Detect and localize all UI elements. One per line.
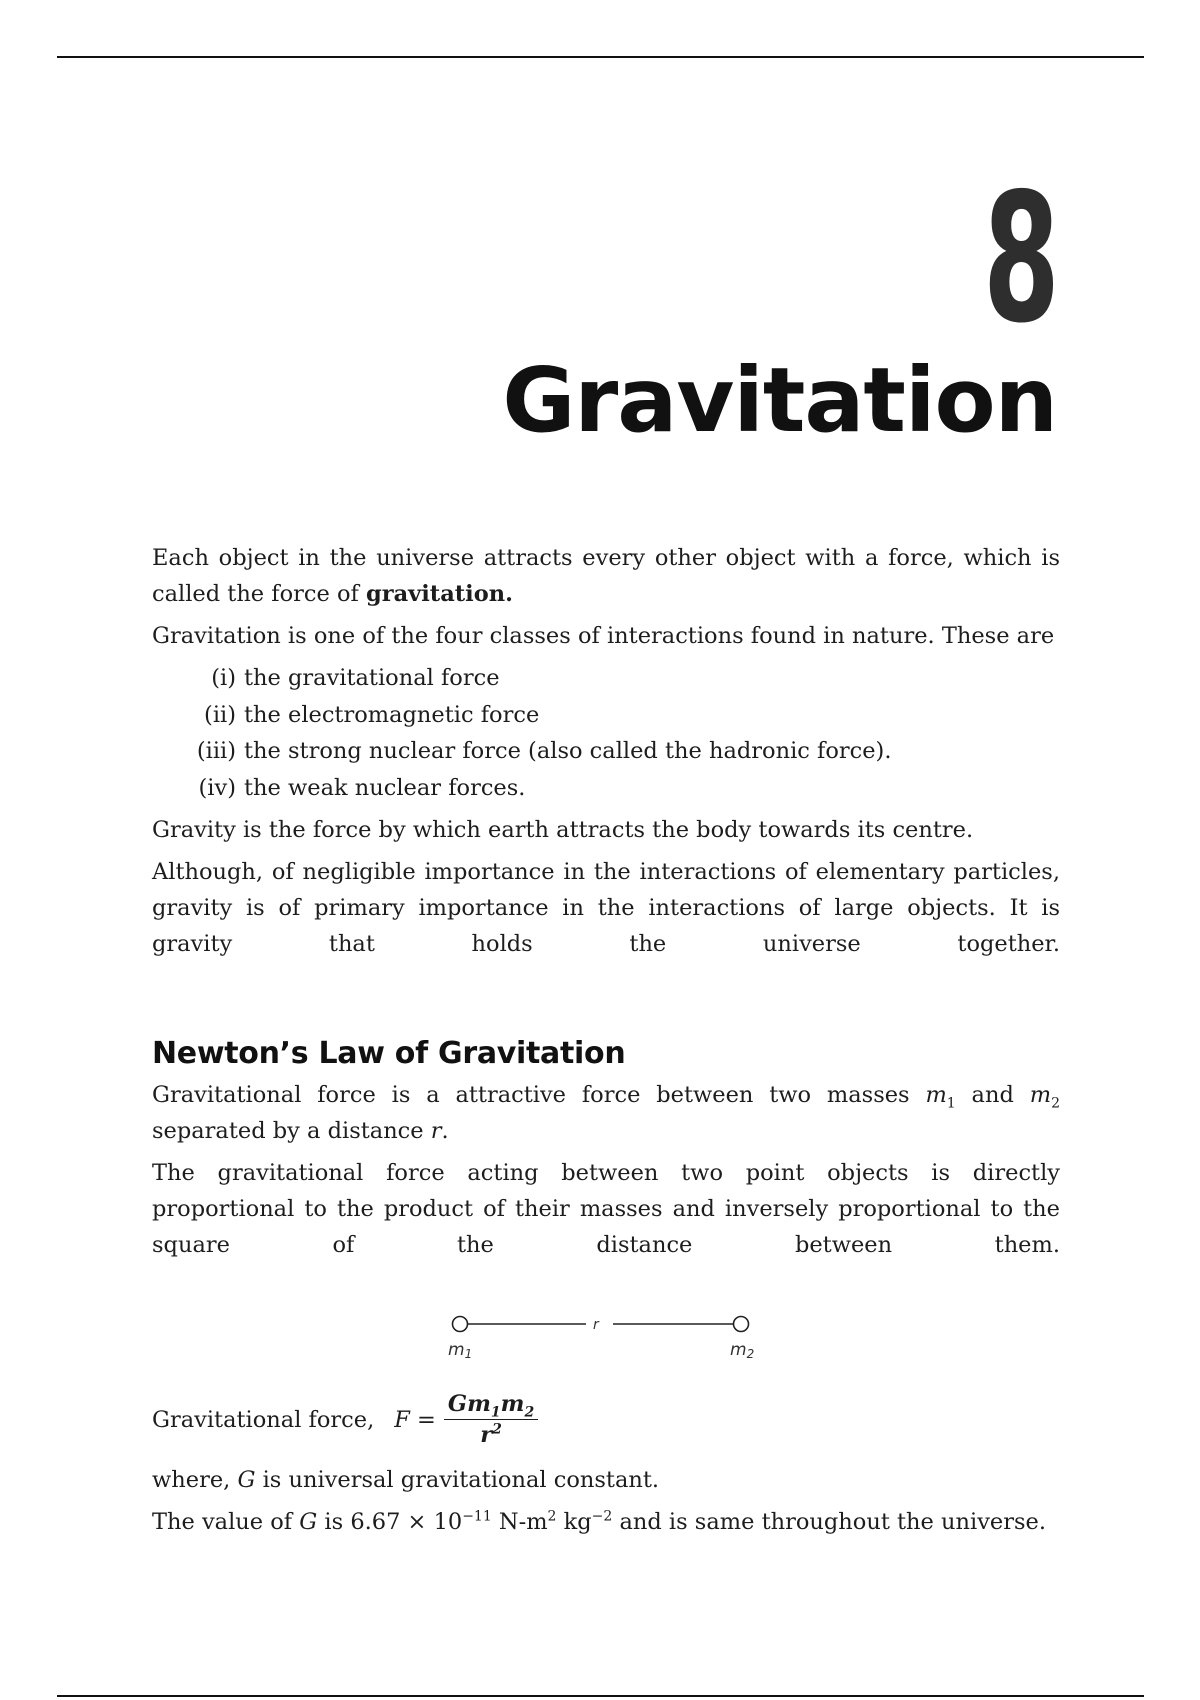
list-item-number: (ii) [204, 701, 236, 728]
list-item-number: (i) [211, 665, 236, 691]
formula-numerator [444, 1391, 538, 1420]
list-item [152, 697, 1060, 734]
num-sub-2: 2 [524, 1404, 535, 1421]
page-content [152, 540, 1060, 1546]
num-m: m [500, 1391, 525, 1417]
chapter-title: Gravitation [502, 348, 1057, 452]
p1-post: separated by a distance [152, 1118, 431, 1144]
where-statement [152, 1462, 1060, 1498]
value-g: G [299, 1509, 318, 1535]
gravitational-force-formula [152, 1391, 1060, 1448]
where-pre: where, [152, 1467, 238, 1493]
intro-paragraph-2: Gravitation is one of the four classes of interactions found in nature. These are [152, 623, 1055, 649]
r-symbol: r [430, 1118, 442, 1144]
intro-paragraph-1 [152, 540, 1060, 612]
section-paragraph-1 [152, 1077, 1060, 1149]
where-g: G [237, 1467, 256, 1493]
value-unit-1: N-m [491, 1509, 548, 1535]
value-pre: The value of [152, 1509, 300, 1535]
mass-2-point [734, 1317, 749, 1332]
list-item-number: (iv) [198, 774, 236, 801]
m2-subscript: 2 [1051, 1095, 1060, 1112]
num-sub-1: 1 [490, 1404, 501, 1421]
chapter-number: 8 [983, 155, 1060, 362]
two-mass-diagram [152, 1311, 1060, 1369]
value-exponent: −11 [462, 1508, 492, 1525]
value-unit-2-sup: −2 [591, 1508, 613, 1525]
list-item [152, 660, 1060, 697]
p1-pre: Gravitational force is a attractive force between two masses [152, 1082, 926, 1108]
value-unit-2: kg [556, 1509, 592, 1535]
value-unit-1-sup: 2 [547, 1508, 557, 1525]
formula-label: Gravitational force, [152, 1406, 375, 1433]
top-rule [57, 56, 1144, 58]
list-item [152, 770, 1060, 807]
m1-symbol: m [925, 1082, 947, 1108]
list-item-text: the weak nuclear forces. [244, 774, 526, 801]
num-g: Gm [447, 1391, 491, 1417]
m2-symbol: m [1029, 1082, 1052, 1108]
where-post: is universal gravitational constant. [255, 1467, 660, 1493]
distance-label: r [593, 1317, 599, 1333]
mass-1-label: m1 [448, 1340, 473, 1361]
den-r: r [480, 1422, 493, 1448]
intro-paragraph-4: Although, of negligible importance in the interactions of elementary particles, gravity is of primary importance in the interactions of large objects. It is gravity that holds the universe together. [152, 859, 1060, 957]
list-item-text: the strong nuclear force (also called the hadronic force). [244, 738, 892, 764]
intro-paragraph-3: Gravity is the force by which earth attracts the body towards its centre. [152, 817, 974, 843]
g-value-statement [152, 1504, 1060, 1540]
formula-denominator [480, 1420, 502, 1448]
m1-subscript: 1 [946, 1095, 956, 1112]
formula-fraction [444, 1391, 538, 1448]
mass-2-label: m2 [730, 1340, 755, 1361]
list-item-text: the electromagnetic force [244, 701, 540, 728]
p1-and: and [955, 1082, 1030, 1108]
den-sup: 2 [492, 1421, 502, 1438]
list-item-text: the gravitational force [244, 665, 500, 691]
p1-end: . [441, 1118, 449, 1144]
mass-1-point [453, 1317, 468, 1332]
section-paragraph-2: The gravitational force acting between two point objects is directly proportional to the product of their masses and inversely proportional to the square of the distance between them. [152, 1160, 1060, 1258]
section-heading: Newton’s Law of Gravitation [152, 1036, 626, 1071]
value-is: is 6.67 × 10 [317, 1509, 463, 1535]
interaction-list [152, 660, 1060, 806]
intro-p1-text: Each object in the universe attracts every other object with a force, which is called the force of [152, 545, 1060, 607]
bottom-rule [57, 1695, 1144, 1697]
value-post: and is same throughout the universe. [612, 1509, 1046, 1535]
list-item-number: (iii) [196, 738, 236, 764]
intro-p1-bold: gravitation. [366, 581, 513, 607]
formula-lhs: F = [394, 1406, 436, 1433]
list-item [152, 733, 1060, 770]
